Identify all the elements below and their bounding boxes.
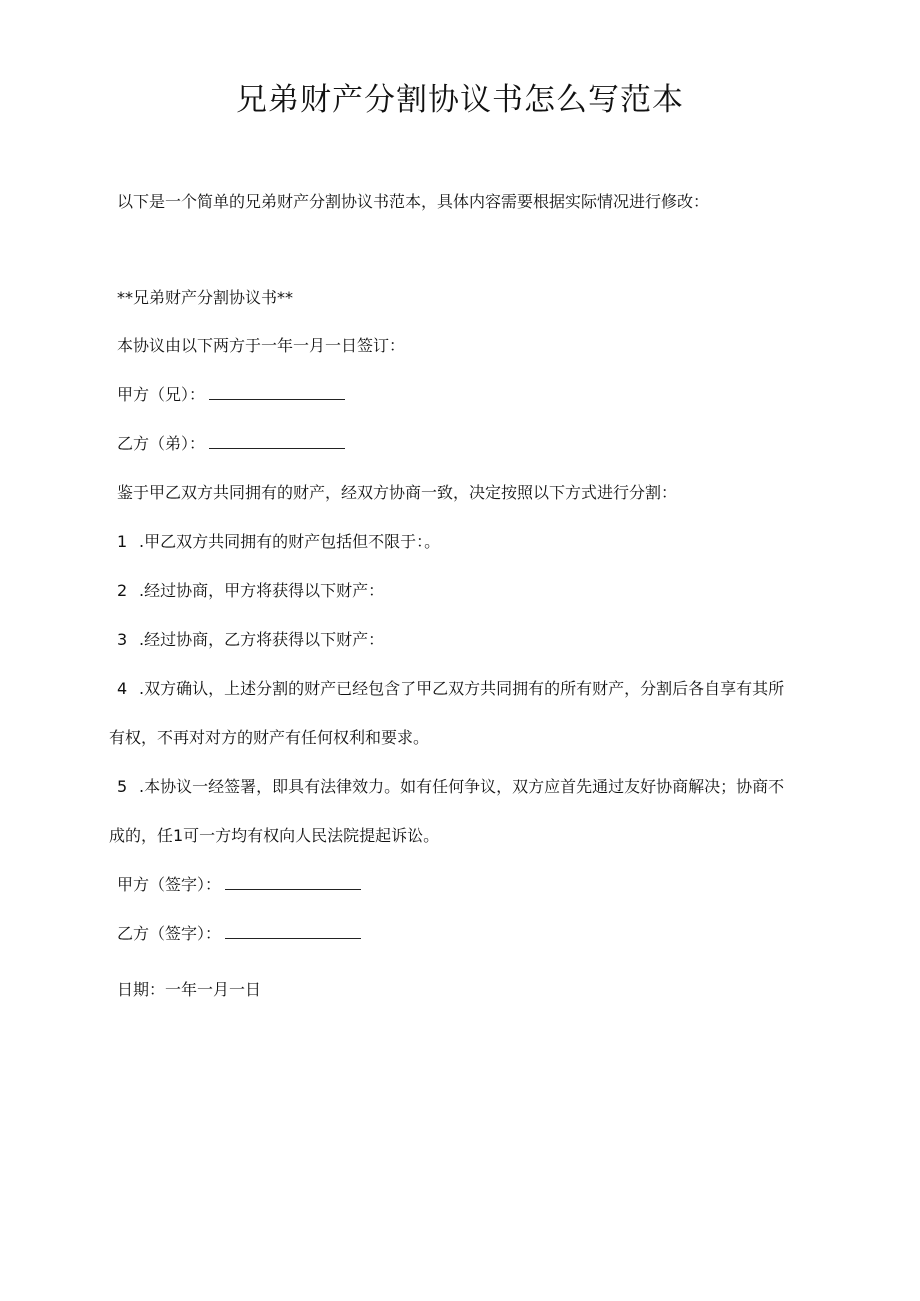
preamble-text: 鉴于甲乙双方共同拥有的财产，经双方协商一致，决定按照以下方式进行分割：	[117, 483, 678, 502]
sign-a-label: 甲方（签字）：	[117, 875, 222, 894]
clause-2	[117, 579, 384, 603]
clause-number: 4	[117, 679, 128, 698]
clause-number: 3	[117, 630, 128, 649]
sign-b-row	[117, 922, 361, 946]
party-b-label: 乙方（弟）：	[117, 434, 206, 453]
party-a-blank	[209, 385, 345, 400]
sign-b-blank	[225, 924, 361, 939]
clause-text: .双方确认，上述分割的财产已经包含了甲乙双方共同拥有的所有财产，分割后各自享有其所	[139, 679, 785, 698]
clause-text: .甲乙双方共同拥有的财产包括但不限于：。	[139, 532, 441, 551]
clause-text: .经过协商，乙方将获得以下财产：	[139, 630, 385, 649]
clause-number: 2	[117, 581, 128, 600]
clause-4-continuation: 有权，不再对对方的财产有任何权利和要求。	[109, 728, 430, 747]
clause-text: .经过协商，甲方将获得以下财产：	[139, 581, 385, 600]
party-a-label: 甲方（兄）：	[117, 385, 206, 404]
intro-text: 以下是一个简单的兄弟财产分割协议书范本，具体内容需要根据实际情况进行修改：	[117, 192, 710, 211]
clause-5-continuation: 成的，任1可一方均有权向人民法院提起诉讼。	[109, 826, 440, 845]
agreement-heading: **兄弟财产分割协议书**	[117, 288, 294, 307]
party-b-row	[117, 432, 345, 456]
sign-b-label: 乙方（签字）：	[117, 924, 222, 943]
clause-text: .本协议一经签署，即具有法律效力。如有任何争议，双方应首先通过友好协商解决；协商不	[139, 777, 785, 796]
clause-1	[117, 530, 440, 554]
clause-number: 1	[117, 532, 128, 551]
clause-3	[117, 628, 384, 652]
signing-date-line: 本协议由以下两方于一年一月一日签订：	[117, 336, 406, 355]
party-b-blank	[209, 434, 345, 449]
document-title: 兄弟财产分割协议书怎么写范本	[236, 82, 684, 118]
sign-a-blank	[225, 875, 361, 890]
date-line: 日期：一年一月一日	[117, 980, 262, 999]
party-a-row	[117, 383, 345, 407]
clause-5	[117, 775, 784, 799]
clause-4	[117, 677, 784, 701]
clause-number: 5	[117, 777, 128, 796]
sign-a-row	[117, 873, 361, 897]
